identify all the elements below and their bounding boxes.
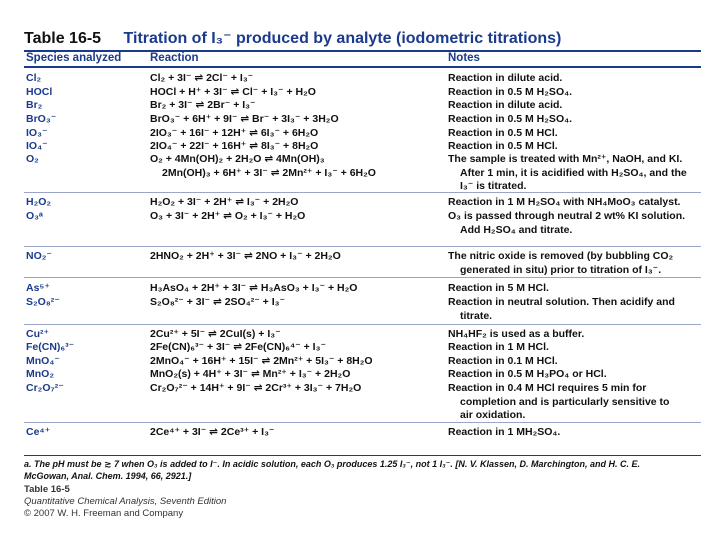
- group-divider: [24, 277, 701, 278]
- reaction-line: H₃AsO₄ + 2H⁺ + 3I⁻ ⇌ H₃AsO₃ + I₃⁻ + H₂O: [150, 282, 358, 294]
- group-divider: [24, 192, 701, 193]
- notes-cell: [448, 113, 572, 127]
- notes-line: Reaction in 0.5 M H₂SO₄.: [448, 113, 573, 125]
- species-cell: HOCl: [26, 86, 53, 98]
- group-divider: [24, 422, 701, 423]
- species-cell: Br₂: [26, 99, 43, 111]
- reaction-line: 2Ce⁴⁺ + 3I⁻ ⇌ 2Ce³⁺ + I₃⁻: [150, 426, 275, 438]
- notes-line: Reaction in 1 M HCl.: [448, 341, 549, 353]
- reaction-line: O₂ + 4Mn(OH)₂ + 2H₂O ⇌ 4Mn(OH)₃: [150, 153, 325, 165]
- species-cell: IO₃⁻: [26, 127, 48, 139]
- reaction-cell: [150, 382, 361, 396]
- table-title-text: Titration of I₃⁻ produced by analyte (iodometric titrations): [123, 30, 562, 47]
- species-cell: O₃ᵃ: [26, 210, 43, 222]
- group-divider: [24, 324, 701, 325]
- species-cell: Cu²⁺: [26, 328, 50, 340]
- notes-cell: [448, 196, 680, 210]
- species-cell: H₂O₂: [26, 196, 52, 208]
- species-cell: Ce⁴⁺: [26, 426, 51, 438]
- footnote-rule: [24, 455, 701, 456]
- species-cell: As⁵⁺: [26, 282, 50, 294]
- reaction-cell: [150, 328, 281, 342]
- reaction-cell: [150, 282, 357, 296]
- reaction-line: Cl₂ + 3I⁻ ⇌ 2Cl⁻ + I₃⁻: [150, 72, 254, 84]
- reaction-cell: [150, 368, 350, 382]
- reaction-line: O₃ + 3I⁻ + 2H⁺ ⇌ O₂ + I₃⁻ + H₂O: [150, 210, 306, 222]
- reaction-line: Br₂ + 3I⁻ ⇌ 2Br⁻ + I₃⁻: [150, 99, 256, 111]
- species-cell: Cl₂: [26, 72, 42, 84]
- species-cell: Cr₂O₇²⁻: [26, 382, 64, 394]
- notes-line: Reaction in 0.4 M HCl requires 5 min for: [448, 382, 647, 394]
- caption-title: Table 16-5: [24, 484, 70, 495]
- notes-line: Reaction in 0.5 M HCl.: [448, 127, 558, 139]
- reaction-line: H₂O₂ + 3I⁻ + 2H⁺ ⇌ I₃⁻ + 2H₂O: [150, 196, 299, 208]
- notes-line: Reaction in dilute acid.: [448, 99, 563, 111]
- reaction-cell: [150, 296, 285, 310]
- species-cell: NO₂⁻: [26, 250, 52, 262]
- notes-cell: [448, 250, 673, 277]
- reaction-line: BrO₃⁻ + 6H⁺ + 9I⁻ ⇌ Br⁻ + 3I₃⁻ + 3H₂O: [150, 113, 339, 125]
- caption: [24, 484, 226, 520]
- reaction-cell: [150, 210, 305, 224]
- reaction-cell: [150, 127, 318, 141]
- reaction-cell: [150, 341, 326, 355]
- notes-cell: [448, 153, 687, 194]
- reaction-cell: [150, 113, 339, 127]
- reaction-line: 2MnO₄⁻ + 16H⁺ + 15I⁻ ⇌ 2Mn²⁺ + 5I₃⁻ + 8H₂O: [150, 355, 373, 367]
- reaction-cell: [150, 86, 316, 100]
- group-divider: [24, 246, 701, 247]
- notes-cell: [448, 140, 558, 154]
- notes-line: Reaction in 0.5 M HCl.: [448, 140, 558, 152]
- notes-line: Reaction in dilute acid.: [448, 72, 563, 84]
- top-rule: [24, 50, 701, 52]
- caption-copyright: © 2007 W. H. Freeman and Company: [24, 508, 184, 519]
- table-title: [24, 28, 561, 48]
- reaction-line: HOCl + H⁺ + 3I⁻ ⇌ Cl⁻ + I₃⁻ + H₂O: [150, 86, 316, 98]
- reaction-line: MnO₂(s) + 4H⁺ + 3I⁻ ⇌ Mn²⁺ + I₃⁻ + 2H₂O: [150, 368, 351, 380]
- notes-line: NH₄HF₂ is used as a buffer.: [448, 328, 585, 340]
- notes-cell: [448, 127, 558, 141]
- reaction-line: Cr₂O₇²⁻ + 14H⁺ + 9I⁻ ⇌ 2Cr³⁺ + 3I₃⁻ + 7H₂O: [150, 382, 362, 394]
- notes-line: Reaction in 1 MH₂SO₄.: [448, 426, 561, 438]
- notes-cell: [448, 368, 607, 382]
- notes-cell: [448, 86, 572, 100]
- notes-line: Reaction in 0.5 M H₃PO₄ or HCl.: [448, 368, 607, 380]
- notes-line: air oxidation.: [460, 409, 526, 421]
- reaction-cell: [150, 72, 253, 86]
- notes-cell: [448, 99, 562, 113]
- reaction-cell: [150, 196, 298, 210]
- reaction-cell: [150, 99, 256, 113]
- notes-line: titrate.: [460, 309, 493, 322]
- reaction-cell: [150, 355, 373, 369]
- species-cell: Fe(CN)₆³⁻: [26, 341, 75, 353]
- reaction-line: 2Fe(CN)₆³⁻ + 3I⁻ ⇌ 2Fe(CN)₆⁴⁻ + I₃⁻: [150, 341, 326, 353]
- footnote-line: a. The pH must be ≳ 7 when O₃ is added to I⁻. In acidic solution, each O₃ produces 1.25 I₃⁻, not 1 I₃⁻. [N. V. Klassen, D. Marchington, and H. C. E.: [24, 459, 641, 469]
- notes-cell: [448, 210, 685, 237]
- table-number: Table 16-5: [24, 30, 102, 47]
- caption-book: Quantitative Chemical Analysis, Seventh Edition: [24, 496, 227, 507]
- header-rule: [24, 66, 701, 68]
- footnote-line: McGowan, Anal. Chem. 1994, 66, 2921.]: [24, 471, 192, 481]
- header-notes: Notes: [448, 52, 480, 64]
- notes-cell: [448, 341, 549, 355]
- reaction-line: 2IO₄⁻ + 22I⁻ + 16H⁺ ⇌ 8I₃⁻ + 8H₂O: [150, 140, 319, 152]
- notes-cell: [448, 328, 584, 342]
- notes-line: Reaction in 5 M HCl.: [448, 282, 549, 294]
- reaction-line: 2IO₃⁻ + 16I⁻ + 12H⁺ ⇌ 6I₃⁻ + 6H₂O: [150, 127, 319, 139]
- notes-line: Reaction in 0.1 M HCl.: [448, 355, 558, 367]
- reaction-cell: [150, 153, 376, 180]
- notes-line: Reaction in 1 M H₂SO₄ with NH₄MoO₃ catalyst.: [448, 196, 681, 208]
- notes-cell: [448, 296, 675, 323]
- reaction-cell: [150, 250, 341, 264]
- species-cell: S₂O₈²⁻: [26, 296, 60, 308]
- notes-line: generated in situ) prior to titration of I₃⁻.: [460, 263, 662, 276]
- notes-cell: [448, 72, 562, 86]
- notes-cell: [448, 282, 549, 296]
- species-cell: MnO₄⁻: [26, 355, 60, 367]
- notes-cell: [448, 382, 669, 423]
- notes-line: Reaction in neutral solution. Then acidify and: [448, 296, 675, 308]
- species-cell: O₂: [26, 153, 39, 165]
- notes-line: Add H₂SO₄ and titrate.: [460, 223, 573, 236]
- notes-cell: [448, 355, 558, 369]
- reaction-line: 2Mn(OH)₃ + 6H⁺ + 3I⁻ ⇌ 2Mn²⁺ + I₃⁻ + 6H₂O: [162, 166, 376, 179]
- reaction-line: 2Cu²⁺ + 5I⁻ ⇌ 2CuI(s) + I₃⁻: [150, 328, 281, 340]
- reaction-line: 2HNO₂ + 2H⁺ + 3I⁻ ⇌ 2NO + I₃⁻ + 2H₂O: [150, 250, 341, 262]
- notes-line: I₃⁻ is titrated.: [460, 180, 527, 192]
- reaction-cell: [150, 426, 274, 440]
- notes-line: Reaction in 0.5 M H₂SO₄.: [448, 86, 573, 98]
- reaction-cell: [150, 140, 318, 154]
- notes-line: O₃ is passed through neutral 2 wt% KI solution.: [448, 210, 686, 222]
- species-cell: IO₄⁻: [26, 140, 48, 152]
- notes-cell: [448, 426, 560, 440]
- notes-line: The sample is treated with Mn²⁺, NaOH, and KI.: [448, 153, 683, 165]
- notes-line: The nitric oxide is removed (by bubbling CO₂: [448, 250, 674, 262]
- notes-line: completion and is particularly sensitive to: [460, 395, 670, 408]
- footnote: [24, 458, 640, 482]
- header-species: Species analyzed: [26, 52, 122, 64]
- reaction-line: S₂O₈²⁻ + 3I⁻ ⇌ 2SO₄²⁻ + I₃⁻: [150, 296, 286, 308]
- species-cell: BrO₃⁻: [26, 113, 57, 125]
- notes-line: After 1 min, it is acidified with H₂SO₄, and the: [460, 166, 687, 179]
- species-cell: MnO₂: [26, 368, 54, 380]
- header-reaction: Reaction: [150, 52, 199, 64]
